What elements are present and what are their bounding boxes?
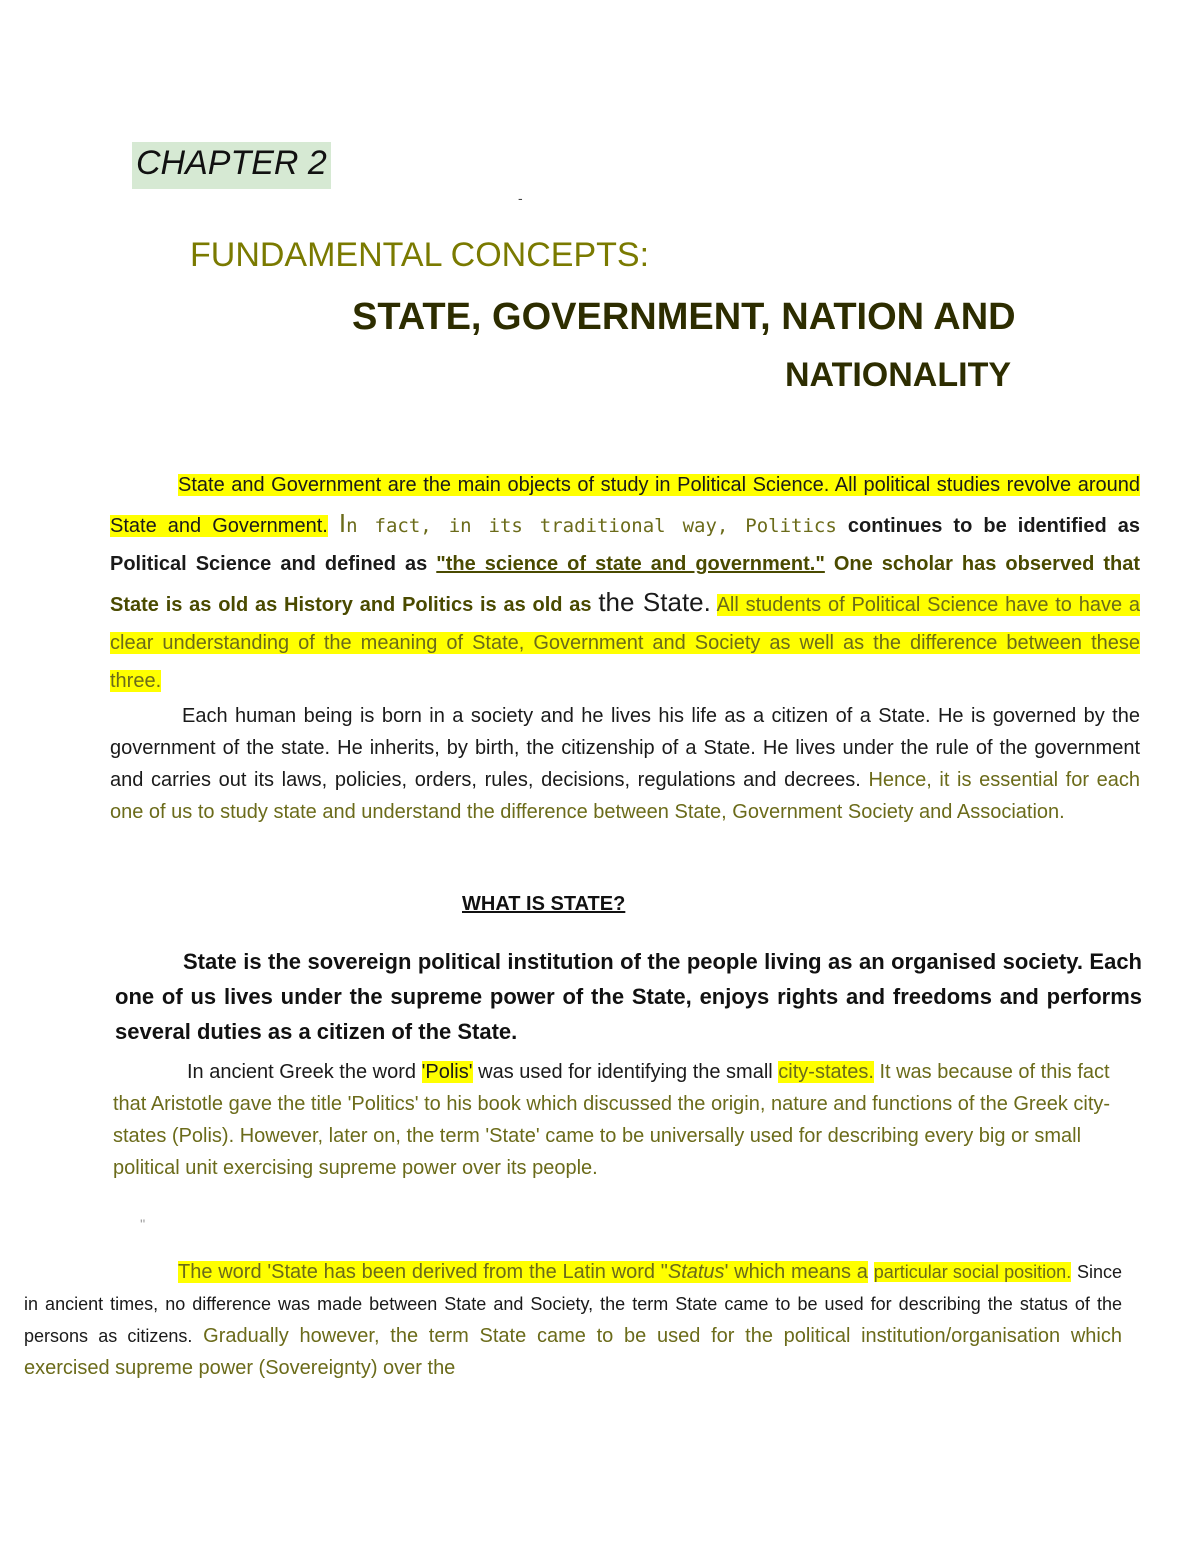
title-line-1: FUNDAMENTAL CONCEPTS: bbox=[190, 236, 650, 274]
polis-text-2: was used for identifying the small bbox=[478, 1061, 773, 1083]
intro-highlight-1: State and Government are the main objects of study in Political Science. All political studies revolve around State and Government. bbox=[110, 474, 1140, 537]
stray-mark: - bbox=[518, 190, 523, 206]
etymology-highlight-2: ' which means a bbox=[724, 1261, 868, 1283]
etymology-highlight-3: particular social position. bbox=[873, 1262, 1072, 1282]
city-states-highlight: city-states. bbox=[778, 1061, 874, 1083]
intro-text-4: One scholar has observed that State is as old as History and Politics is as old as bbox=[110, 553, 1140, 616]
intro-text-initial: I bbox=[338, 508, 347, 538]
etymology-paragraph bbox=[24, 1256, 1122, 1384]
intro-quote: "the science of state and government." bbox=[436, 553, 825, 575]
polis-paragraph bbox=[113, 1056, 1123, 1184]
etymology-text-1: Since in ancient times, no difference was made between State and Society, the term State came to be used for describing the status of the persons as citizens. bbox=[24, 1262, 1122, 1346]
intro-paragraph bbox=[110, 466, 1140, 700]
title-line-3: NATIONALITY bbox=[785, 356, 1012, 394]
status-word: Status bbox=[667, 1261, 725, 1283]
intro-highlight-2: All students of Political Science have to have a clear understanding of the meaning of State, Government and Society as well as the difference between these three. bbox=[110, 594, 1141, 692]
chapter-label: CHAPTER 2 bbox=[132, 142, 331, 189]
intro-text-3: continues to be identified as Political Science and defined as bbox=[110, 515, 1140, 575]
citizen-paragraph bbox=[110, 700, 1140, 828]
section-heading: WHAT IS STATE? bbox=[462, 893, 626, 915]
polis-highlight: 'Polis' bbox=[421, 1061, 473, 1083]
intro-text-2: n fact, in its traditional way, Politics bbox=[346, 515, 837, 537]
intro-text-5: the State. bbox=[598, 587, 711, 617]
state-definition bbox=[115, 944, 1142, 1049]
polis-text-3: It was because of this fact that Aristotle gave the title 'Politics' to his book which discussed the origin, nature and functions of the Greek city-states (Polis). However, later on, the term 'State' came to be universally used for describing every big or small political unit exercising supreme power over its people. bbox=[113, 1061, 1111, 1179]
title-line-2: STATE, GOVERNMENT, NATION AND bbox=[352, 296, 1016, 338]
citizen-text-2: Hence, it is essential for each one of us to study state and understand the difference between State, Government Society and Association. bbox=[110, 769, 1140, 823]
etymology-highlight-1: The word 'State has been derived from the Latin word " bbox=[178, 1261, 668, 1283]
stray-quote-mark: '' bbox=[140, 1216, 146, 1232]
etymology-text-2: Gradually however, the term State came to be used for the political institution/organisation which exercised supreme power (Sovereignty) over the bbox=[24, 1325, 1122, 1379]
polis-text-1: In ancient Greek the word bbox=[187, 1061, 417, 1083]
citizen-text-1: Each human being is born in a society and he lives his life as a citizen of a State. He is governed by the government of the state. He inherits, by birth, the citizenship of a State. He lives under the rule of the government and carries out its laws, policies, orders, rules, decisions, regulations and decrees. bbox=[110, 705, 1140, 791]
definition-text: State is the sovereign political institution of the people living as an organised society. Each one of us lives under the supreme power of the State, enjoys rights and freedoms and performs several duties as a citizen of the State. bbox=[115, 949, 1142, 1044]
